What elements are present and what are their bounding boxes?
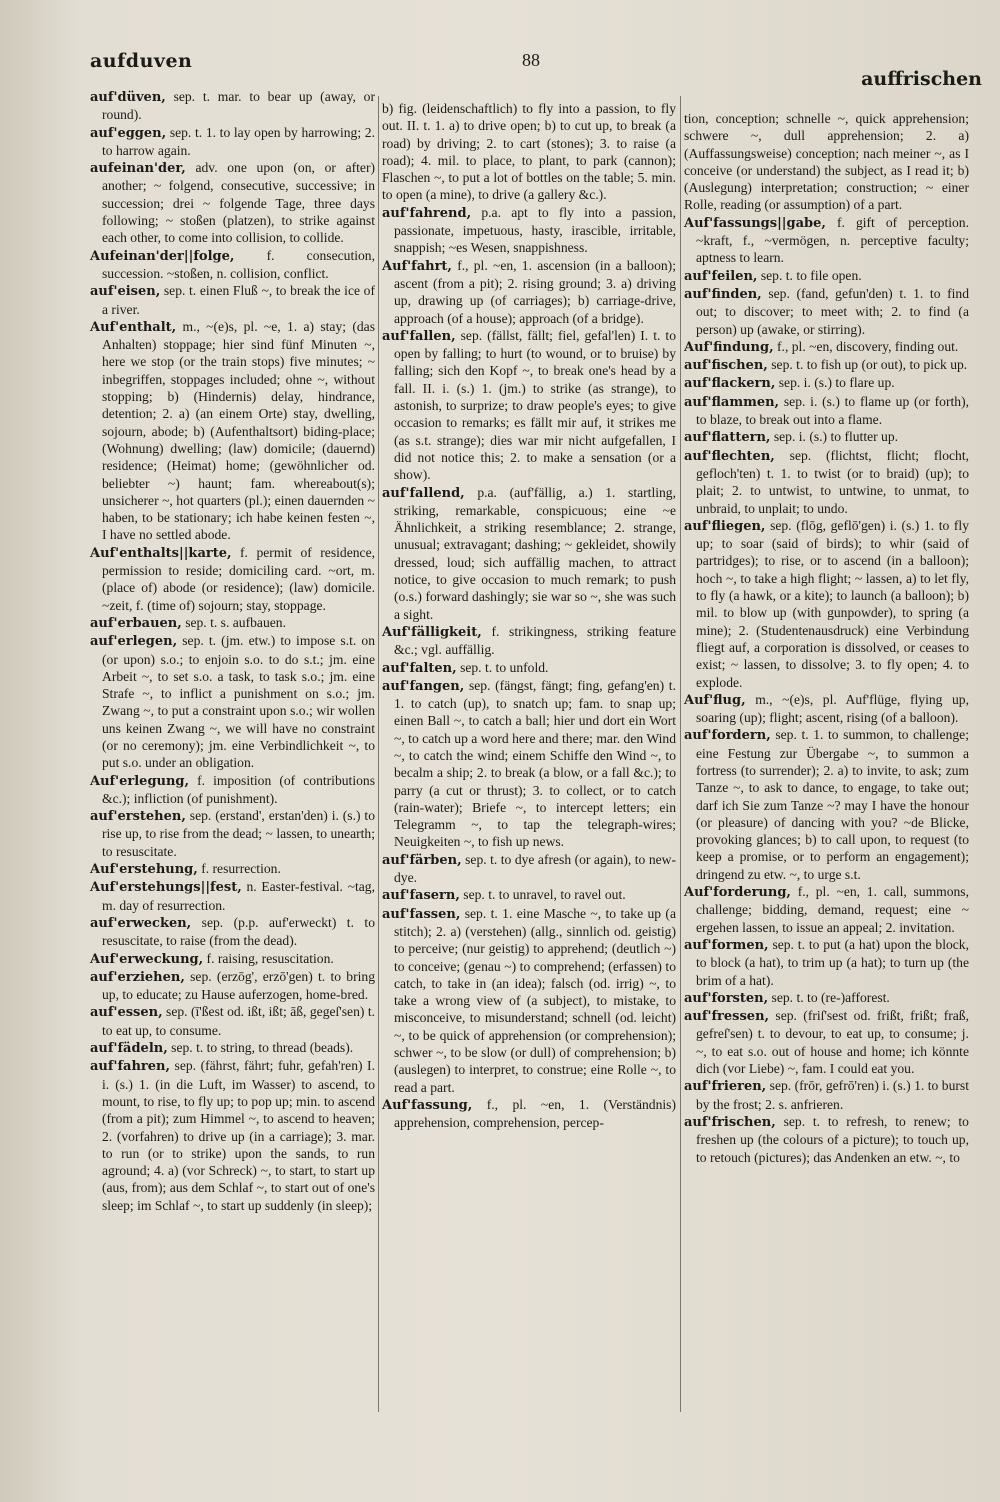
entry-definition: sep. t. to put (a hat) upon the block, to block (a hat), to trim up (a hat); to turn up (the brim of a hat). [696, 936, 969, 988]
entry-definition: f., pl. ~en, discovery, finding out. [777, 338, 959, 354]
entry-headword: auf'fahrend, [382, 205, 472, 221]
entry-definition: sep. i. (s.) to flame up (or forth), to blaze, to break out into a flame. [696, 393, 969, 428]
dictionary-entry [90, 614, 375, 632]
dictionary-entry [90, 968, 375, 1004]
entry-definition: m., ~(e)s, pl. ~e, 1. a) stay; (das Anhalten) stoppage; hier sind fünf Minuten ~, here we stop (or the train stops) five minutes; ~ inbegriffen, stoppages included; ohne ~, without stopping; b) (Hindernis) delay, hindrance, detention; 2. a) (an einem Orte) stay, dwelling, sojourn, abode; b) (Aufenthaltsort) biding-place; (Wohnung) dwelling; (law) domicile; (dauernd) residence; (Heimat) home; (gewöhnlicher od. beliebter ~) haunt; fam. whereabout(s); unsicherer ~, hot quarters (pl.); einen dauernden ~ haben, to be stationary; ich habe keinen festen ~, I have no settled abode. [102, 318, 375, 543]
entry-headword: Auf'forderung, [684, 885, 791, 901]
entry-headword: Auf'erstehung, [90, 862, 198, 878]
entry-definition: b) fig. (leidenschaftlich) to fly into a passion, to fly out. II. t. 1. a) to drive open; b) to cut up, to break (a road) by driving; 2. to cart (stones); 3. to raise (a road); 4. mil. to place, to plant, to park (cannon); Flaschen ~, to put a lot of bottles on the table; 5. min. to open (a mine), to drive (a gallery &c.). [382, 101, 676, 203]
entry-headword: auf'erbauen, [90, 615, 182, 631]
entry-headword: auf'feilen, [684, 268, 758, 284]
entry-definition: adv. one upon (on, or after) another; ~ folgend, consecutive, successive; in succession; drei ~ folgende Tage, three days following; ~ stoßen (platzen), to strike against each other, to come into collision, to collide. [102, 160, 375, 246]
entry-definition: sep. (ī'ßest od. ißt, ißt; āß, gegeſ'sen) t. to eat up, to consume. [102, 1004, 376, 1038]
dictionary-entry [684, 726, 969, 883]
dictionary-entry [90, 318, 375, 544]
entry-headword: Auf'findung, [684, 339, 774, 355]
entry-headword: auf'fädeln, [90, 1041, 168, 1057]
entry-definition: f., pl. ~en, 1. (Verständnis) apprehension, comprehension, percep- [394, 1096, 676, 1131]
entry-definition: sep. (flichtst, flicht; flocht, geflоch'ten) t. 1. to twist (or to braid) (up); to plait; 2. to untwist, to untwine, to unmat, to unbraid, to unplait; to undo. [696, 447, 969, 516]
entry-headword: auf'erwecken, [90, 915, 192, 931]
entry-definition: sep. (fängst, fängt; fing, gefang'en) t. 1. to catch (up), to snatch up; fam. to snap up; einen Ball ~, to catch a ball; hier und dort ein Wort ~, to catch up a word here and there; mar. den Wind ~, to catch the wind; einem Schiffe den Wind ~, to becalm a ship; 2. to break (a blow, or a fall &c.); to parry (a cut or thrust); 3. to collect, or to catch (rain-water); Briefe ~, to intercept letters; ein Telegramm ~, to tap the telegraph-wires; Neuigkeiten ~, to fish up news. [394, 677, 676, 850]
entry-headword: auf'fordern, [684, 728, 771, 744]
entry-definition: n. Easter-festival. ~tag, m. day of resurrection. [102, 879, 375, 913]
dictionary-entry [382, 484, 676, 623]
entry-definition: f. strikingness, striking feature &c.; vgl. auffällig. [394, 623, 676, 658]
dictionary-entry [684, 110, 969, 214]
entry-headword: auf'fressen, [684, 1009, 770, 1025]
dictionary-entry [684, 447, 969, 517]
dictionary-entry [90, 914, 375, 950]
entry-definition: sep. t. mar. to bear up (away, or round). [102, 89, 375, 123]
entry-headword: auf'frischen, [684, 1114, 776, 1130]
column-1 [90, 88, 375, 1214]
entry-headword: auf'eggen, [90, 125, 167, 141]
entry-definition: sep. t. s. aufbauen. [185, 614, 286, 630]
entry-definition: sep. (fällst, fällt; fiel, gefal'len) I. t. to open by falling; to hurt (to wound, or to bruise) by falling; sich den Kopf ~, to break one's head by a fall. II. i. (s.) 1. (jm.) to strike (as strange), to astonish, to surprize; to draw people's eyes; to give occasion to remarks; es fällt mir auf, it strikes me (as s.t. strange); dies war mir nicht aufgefallen, I did not notice this; 2. to make a sensation (or a show). [394, 327, 676, 483]
entry-definition: sep. (frōr, gefrō'ren) i. (s.) 1. to burst by the frost; 2. s. anfrieren. [696, 1078, 969, 1112]
dictionary-entry [684, 1113, 969, 1166]
entry-headword: auf'formen, [684, 937, 769, 953]
dictionary-entry [684, 989, 969, 1007]
dictionary-entry [684, 285, 969, 338]
entry-definition: sep. t. (jm. etw.) to impose s.t. on (or upon) s.o.; to enjoin s.o. to do s.t.; jm. eine Arbeit ~, to set s.o. a task, to task s.o.; jm. eine Strafe ~, to inflict a punishment on s.o.; jm. Zwang ~, to put a constraint upon s.o.; wir wollen uns keinen Zwang ~, we will have no constraint (or no ceremony); jm. eine Verbindlichkeit ~, to put s.o. under an obligation. [102, 633, 375, 771]
entry-headword: auf'fangen, [382, 678, 465, 694]
dictionary-entry [382, 1096, 676, 1132]
dictionary-entry [90, 878, 375, 914]
column-2 [382, 100, 676, 1132]
entry-headword: auf'frieren, [684, 1079, 767, 1095]
entry-definition: m., ~(e)s, pl. Auf'flüge, flying up, soaring (up); flight; ascent, rising (of a balloon). [696, 691, 969, 726]
dictionary-entry [684, 691, 969, 727]
dictionary-entry [90, 632, 375, 771]
entry-headword: Auf'fahrt, [382, 258, 452, 274]
entry-headword: auf'fallend, [382, 485, 465, 501]
entry-definition: sep. (erstand', erstan'den) i. (s.) to rise up, to rise from the dead; ~ lassen, to unearth; to resuscitate. [102, 808, 375, 859]
entry-headword: auf'eisen, [90, 284, 161, 300]
dictionary-entry [90, 247, 375, 283]
entry-definition: sep. t. to dye afresh (or again), to new-dye. [394, 851, 676, 886]
dictionary-entry [684, 338, 969, 356]
dictionary-entry [382, 905, 676, 1096]
entry-headword: auf'fassen, [382, 906, 461, 922]
entry-definition: f. consecution, succession. ~stoßen, n. collision, conflict. [102, 247, 375, 281]
entry-definition: sep. t. einen Fluß ~, to break the ice of a river. [102, 283, 375, 317]
entry-definition: sep. t. to unfold. [460, 659, 549, 675]
entry-definition: f. imposition (of contributions &c.); infliction (of punishment). [102, 772, 375, 806]
entry-headword: Auf'erlegung, [90, 773, 190, 789]
entry-headword: auf'flammen, [684, 394, 780, 410]
entry-headword: auf'finden, [684, 286, 762, 302]
entry-headword: auf'färben, [382, 852, 462, 868]
dictionary-entry [684, 517, 969, 691]
entry-headword: auf'fahren, [90, 1059, 171, 1075]
dictionary-entry [90, 544, 375, 614]
dictionary-entry [90, 950, 375, 968]
dictionary-entry [382, 886, 676, 904]
entry-definition: sep. t. to fish up (or out), to pick up. [771, 357, 968, 373]
entry-definition: sep. t. to file open. [760, 267, 862, 283]
entry-definition: sep. t. to (re-)afforest. [771, 989, 890, 1005]
entry-headword: Aufeinan'der||folge, [90, 248, 235, 264]
entry-headword: auf'falten, [382, 660, 457, 676]
dictionary-entry [90, 88, 375, 124]
entry-headword: auf'flechten, [684, 448, 775, 464]
dictionary-entry [684, 356, 969, 374]
dictionary-entry [382, 100, 676, 204]
guide-word-right: auffrischen [861, 68, 982, 90]
entry-headword: auf'erziehen, [90, 969, 185, 985]
dictionary-entry [90, 1057, 375, 1214]
entry-headword: auf'düven, [90, 90, 166, 105]
dictionary-entry [684, 883, 969, 936]
dictionary-entry [382, 851, 676, 887]
entry-headword: auf'essen, [90, 1005, 163, 1021]
dictionary-entry [684, 936, 969, 989]
dictionary-entry [382, 623, 676, 659]
entry-definition: sep. (fährst, fährt; fuhr, gefah'ren) I. i. (s.) 1. (in die Luft, im Wasser) to ascend, to mount, to rise, to fly up; to pop up; min. to ascend (from a pit); zum Himmel ~, to ascend to heaven; 2. (vorfahren) to drive up (in a carriage); 3. mar. to run (or to strike) upon the sands, to run aground; 4. a) (vor Schreck) ~, to start, to start up (aus, from); aus dem Schlaf ~, to start out of one's sleep; im Schlaf ~, to start up suddenly (in sleep); [102, 1058, 375, 1213]
entry-headword: auf'fliegen, [684, 518, 766, 534]
entry-definition: sep. (erzōg', erzō'gen) t. to bring up, to educate; zu Hause auferzogen, home-bred. [102, 968, 376, 1003]
entry-definition: f. raising, resuscitation. [206, 950, 334, 966]
dictionary-entry [90, 772, 375, 808]
entry-definition: sep. (flōg, geflō'gen) i. (s.) 1. to fly up; to soar (said of birds); to whir (said of partridges); to rise, or to ascend (in a balloon); hoch ~, to take a high flight; ~ lassen, a) to let fly, to fly (a hawk, or a kite); to launch (a balloon); b) mil. to blow up (with gunpowder), to spring (a mine); 2. (Studentenausdruck) eine Verbindung fliegt auf, a corporation is dissolved, or ceases to exist; ~ lassen, to dissolve; 3. to fly open; 4. to explode. [696, 517, 969, 690]
entry-definition: sep. (fand, gefun'den) t. 1. to find out; to discover; to meet with; 2. to find (a person) up (awake, or stirring). [696, 285, 969, 337]
dictionary-entry [382, 327, 676, 484]
entry-headword: Auf'erweckung, [90, 951, 204, 967]
entry-definition: f. permit of residence, permission to reside; domiciling card. ~ort, m. (place of) abode (or residence); (law) domicile. ~zeit, f. (time of) sojourn; stay, stoppage. [102, 544, 375, 613]
entry-definition: sep. t. to string, to thread (beads). [171, 1040, 354, 1056]
entry-definition: sep. (p.p. auf'erweckt) t. to resuscitate, to raise (from the dead). [102, 914, 375, 949]
entry-definition: tion, conception; schnelle ~, quick apprehension; schwere ~, dull apprehension; 2. a) (Auffassungsweise) conception; nach meiner ~, as I conceive (or understand) the subject, as I read it; b) (Auslegung) interpretation; construction; ~ einer Rolle, reading (or assumption) of a part. [684, 111, 969, 213]
dictionary-entry [382, 659, 676, 677]
entry-definition: sep. i. (s.) to flare up. [778, 375, 895, 391]
entry-headword: Auf'erstehungs||fest, [90, 880, 242, 896]
dictionary-entry [90, 860, 375, 878]
entry-headword: Auf'enthalt, [90, 319, 177, 335]
entry-definition: f. resurrection. [201, 861, 281, 877]
entry-headword: auf'fasern, [382, 888, 460, 904]
entry-definition: sep. t. to refresh, to renew; to freshen up (the colours of a picture); to touch up, to retouch (pictures); das Andenken an etw. ~, to [696, 1113, 969, 1165]
entry-definition: sep. t. 1. to summon, to challenge; eine Festung zur Übergabe ~, to summon a fortress (to surrender); 2. a) to invite, to ask; zum Tanze ~, to ask to dance, to engage, to take out; darf ich Sie zum Tanze ~? may I have the honour (or pleasure) of dancing with you? ~de Blicke, provoking glances; b) to call upon, to request (to keep a promise, or to perform an engagement); dringend zu etw. ~, to urge s.t. [696, 727, 969, 882]
entry-headword: aufeinan'der, [90, 161, 186, 177]
entry-headword: Auf'fälligkeit, [382, 624, 482, 640]
entry-headword: auf'erlegen, [90, 634, 178, 650]
dictionary-entry [684, 374, 969, 392]
column-divider [680, 96, 681, 1412]
dictionary-entry [684, 1007, 969, 1077]
entry-definition: sep. t. 1. eine Masche ~, to take up (a stitch); 2. a) (verstehen) (allg., sinnlich od. geistig) to perceive; (nur geistig) to apprehend; (deutlich ~) to conceive; (genau ~) to comprehend; (erfassen) to catch, to take in (an idea); falsch (od. irrig) ~, to take a wrong view of (a subject), to mistake, to misconceive, to misunderstand; schnell (od. leicht) ~, to be quick of apprehension (or comprehension); schwer ~, to be slow (or dull) of comprehension; b) (auslegen) to interpret, to construe; eine Rolle ~, to read a part. [394, 905, 676, 1095]
dictionary-entry [90, 282, 375, 318]
entry-headword: auf'flattern, [684, 430, 771, 446]
page-number: 88 [522, 50, 540, 70]
dictionary-entry [684, 1077, 969, 1113]
dictionary-entry [684, 214, 969, 267]
dictionary-entry [684, 393, 969, 429]
entry-definition: sep. t. 1. to lay open by harrowing; 2. to harrow again. [102, 124, 375, 158]
entry-headword: auf'fallen, [382, 328, 456, 344]
dictionary-entry [90, 159, 375, 246]
entry-definition: p.a. apt to fly into a passion, passionate, impetuous, hasty, irascible, irritable, snappish; ~es Wesen, snappishness. [394, 204, 676, 256]
entry-definition: f. gift of perception. ~kraft, f., ~vermögen, n. perceptive faculty; aptness to learn. [696, 214, 969, 266]
dictionary-entry [90, 1039, 375, 1057]
column-3 [684, 110, 969, 1166]
entry-definition: p.a. (auf'fällig, a.) 1. startling, striking, remarkable, conspicuous; eine ~e Ähnlichkeit, a striking resemblance; 2. strange, unusual; extravagant; dashing; ~ gekleidet, showily dressed, loud; sich auffällig machen, to attract notice, to give occasion to much remark; to push (o.s.) forward dashingly; sie war so ~, she was such a sight. [394, 484, 676, 622]
entry-headword: auf'erstehen, [90, 809, 186, 825]
dictionary-entry [382, 257, 676, 327]
dictionary-entry [90, 807, 375, 860]
column-divider [378, 96, 379, 1412]
entry-headword: Auf'enthalts||karte, [90, 545, 232, 561]
entry-headword: Auf'flug, [684, 692, 746, 708]
entry-headword: auf'forsten, [684, 990, 769, 1006]
entry-definition: sep. (friſ'sest od. frißt, frißt; fraß, gefreſ'sen) t. to devour, to eat up, to consume; j. ~, to eat s.o. out of house and home; ich könnte dich (vor Liebe) ~, fam. I could eat you. [696, 1008, 969, 1077]
dictionary-entry [90, 1003, 375, 1039]
dictionary-entry [684, 428, 969, 446]
entry-headword: Auf'fassungs||gabe, [684, 215, 826, 231]
entry-headword: auf'flackern, [684, 376, 776, 392]
entry-headword: auf'fischen, [684, 358, 768, 374]
dictionary-entry [382, 204, 676, 257]
dictionary-entry [684, 267, 969, 285]
entry-definition: sep. i. (s.) to flutter up. [773, 429, 899, 445]
entry-headword: Auf'fassung, [382, 1097, 473, 1113]
guide-word-left: aufduven [90, 50, 193, 72]
dictionary-entry [382, 677, 676, 851]
entry-definition: f., pl. ~en, 1. ascension (in a balloon); ascent (from a pit); 2. rising ground; 3. a) driving up, drawing up (of carriages); b) carriage-drive, approach (of a house); approach (of a bridge). [394, 257, 676, 326]
dictionary-entry [90, 124, 375, 160]
entry-definition: f., pl. ~en, 1. call, summons, challenge; bidding, demand, request; eine ~ ergehen lassen, to issue an appeal; 2. invitation. [696, 884, 969, 935]
entry-definition: sep. t. to unravel, to ravel out. [463, 887, 626, 903]
